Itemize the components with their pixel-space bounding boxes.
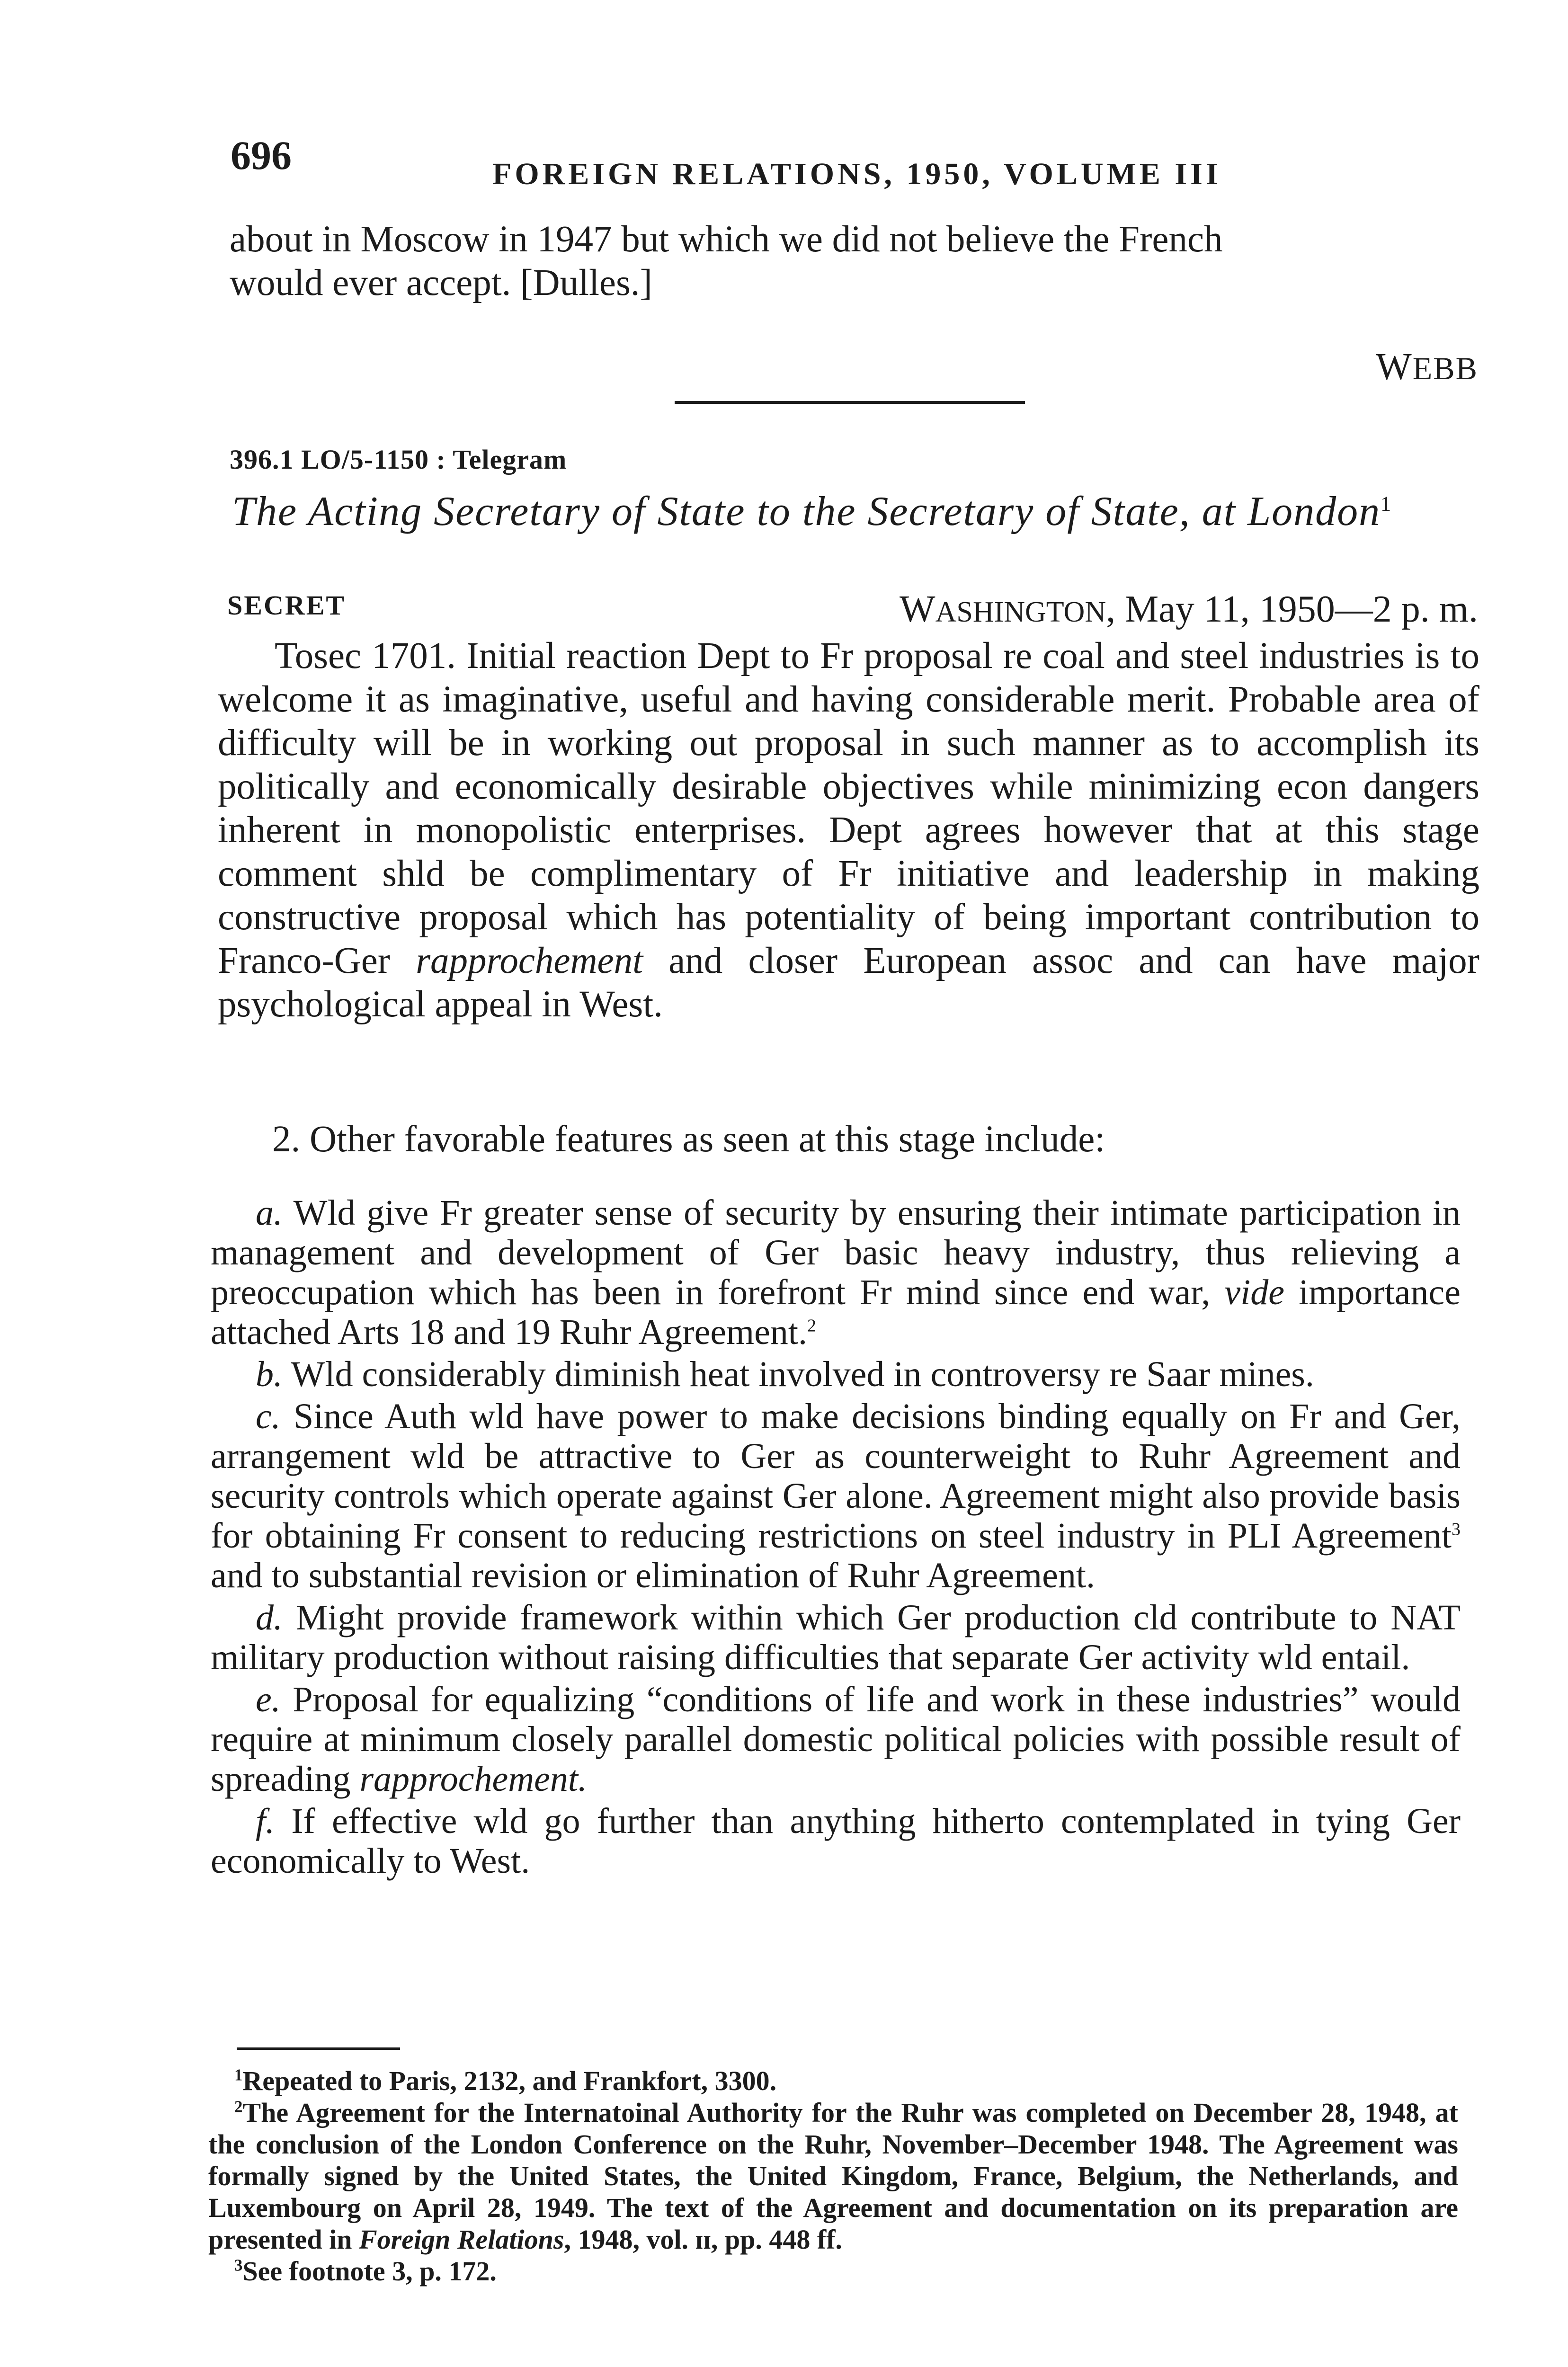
paragraph-2: 2. Other favorable features as seen at this stage include: (272, 1119, 1105, 1160)
title-footnote-marker: 1 (1381, 492, 1392, 516)
date-time: , May 11, 1950—2 p. m. (1106, 588, 1478, 630)
item-f-text: If effective wld go further than anything hitherto contemplated in tying Ger economically to West. (211, 1801, 1461, 1881)
paragraph-1-part-b: and closer European assoc and can have major psychological appeal in West. (218, 940, 1479, 1025)
paragraph-1 (218, 634, 1479, 1026)
footnotes (208, 2065, 1458, 2287)
footnote-2-number: 2 (234, 2097, 243, 2116)
page-number: 696 (231, 133, 292, 178)
footnote-1-text: Repeated to Paris, 2132, and Frankfort, 3300. (242, 2065, 777, 2096)
place-initial: W (900, 588, 935, 630)
item-a-text: Wld give Fr greater sense of security by ensuring their intimate participation in management and development of Ger basic heavy industry, thus relieving a preoccupation which has been in forefront Fr mind since end war, (211, 1193, 1461, 1312)
footnote-3 (208, 2255, 1458, 2287)
item-b-label: b. (256, 1354, 283, 1394)
list-item-a (211, 1193, 1461, 1352)
item-c-footnote-marker: 3 (1452, 1519, 1461, 1539)
item-d-text: Might provide framework within which Ger production cld contribute to NAT military production without raising difficulties that separate Ger activity wld entail. (211, 1598, 1461, 1677)
document-title (232, 488, 1392, 535)
signature (1376, 346, 1478, 389)
list-item-f (211, 1801, 1461, 1881)
item-a-label: a. (256, 1193, 283, 1233)
place-rest: ASHINGTON (935, 596, 1106, 628)
item-c-text-end: and to substantial revision or elimination of Ruhr Agreement. (211, 1556, 1095, 1595)
dateline (900, 588, 1478, 631)
paragraph-1-part-a: Tosec 1701. Initial reaction Dept to Fr proposal re coal and steel industries is to welcome it as imaginative, useful and having considerable merit. Probable area of difficulty will be in working out proposal in such manner as to accomplish its politically and economically desirable objectives while minimizing econ dangers inherent in monopolistic enterprises. Dept agrees however that at this stage comment shld be complimentary of Fr initiative and leadership in making constructive proposal which has potentiality of being important contribution to Franco-Ger (218, 635, 1479, 981)
item-e-italic: rapprochement. (359, 1759, 587, 1799)
item-a-footnote-marker: 2 (807, 1316, 817, 1336)
item-e-label: e. (256, 1680, 281, 1719)
footnote-2-text-end: , 1948, vol. ɪɪ, pp. 448 ff. (564, 2224, 843, 2255)
item-f-label: f. (256, 1801, 275, 1841)
paragraph-1-italic: rapprochement (416, 940, 643, 981)
list-item-b (211, 1354, 1461, 1394)
section-divider (675, 401, 1025, 404)
document-title-text: The Acting Secretary of State to the Secretary of State, at London (232, 489, 1381, 534)
list-item-e (211, 1680, 1461, 1799)
item-a-italic: vide (1224, 1272, 1284, 1312)
list-item-d (211, 1598, 1461, 1677)
footnote-3-text: See footnote 3, p. 172. (242, 2256, 497, 2287)
carryover-line-2: would ever accept. [Dulles.] (230, 262, 652, 303)
footnote-2 (208, 2097, 1458, 2255)
classification-label: SECRET (227, 590, 346, 621)
item-d-label: d. (256, 1598, 283, 1637)
footnote-divider (237, 2047, 400, 2050)
footnote-2-text: The Agreement for the Internatoinal Authority for the Ruhr was completed on December 28, 1948, at the conclusion of the London Conference on the Ruhr, November–December 1948. The Agreement was formally signed by the United States, the United Kingdom, France, Belgium, the Netherlands, and Luxembourg on April 28, 1949. The text of the Agreement and documentation on its preparation are presented in (208, 2097, 1458, 2255)
document-reference: 396.1 LO/5-1150 : Telegram (230, 444, 567, 475)
signature-initial: W (1376, 346, 1413, 388)
running-title: FOREIGN RELATIONS, 1950, VOLUME III (492, 157, 1221, 191)
feature-list (211, 1193, 1461, 1883)
item-b-text: Wld considerably diminish heat involved in controversy re Saar mines. (283, 1354, 1314, 1394)
footnote-1-number: 1 (234, 2065, 243, 2084)
carryover-text (230, 218, 1482, 305)
signature-rest: EBB (1412, 350, 1478, 386)
item-a-text-end: importance attached Arts 18 and 19 Ruhr Agreement. (211, 1272, 1461, 1352)
paragraph-1-text (218, 634, 1479, 1026)
carryover-line-1: about in Moscow in 1947 but which we did not believe the French (230, 219, 1223, 260)
item-c-label: c. (256, 1397, 281, 1436)
footnote-3-number: 3 (234, 2256, 243, 2275)
item-c-text: Since Auth wld have power to make decisions binding equally on Fr and Ger, arrangement wld be attractive to Ger as counterweight to Ruhr Agreement and security controls which operate against Ger alone. Agreement might also provide basis for obtaining Fr consent to reducing restrictions on steel industry in PLI Agreement (211, 1397, 1461, 1556)
list-item-c (211, 1397, 1461, 1595)
footnote-2-italic: Foreign Relations (358, 2224, 564, 2255)
footnote-1 (208, 2065, 1458, 2097)
item-e-text: Proposal for equalizing “conditions of life and work in these industries” would require at minimum closely parallel domestic political policies with possible result of spreading (211, 1680, 1461, 1799)
